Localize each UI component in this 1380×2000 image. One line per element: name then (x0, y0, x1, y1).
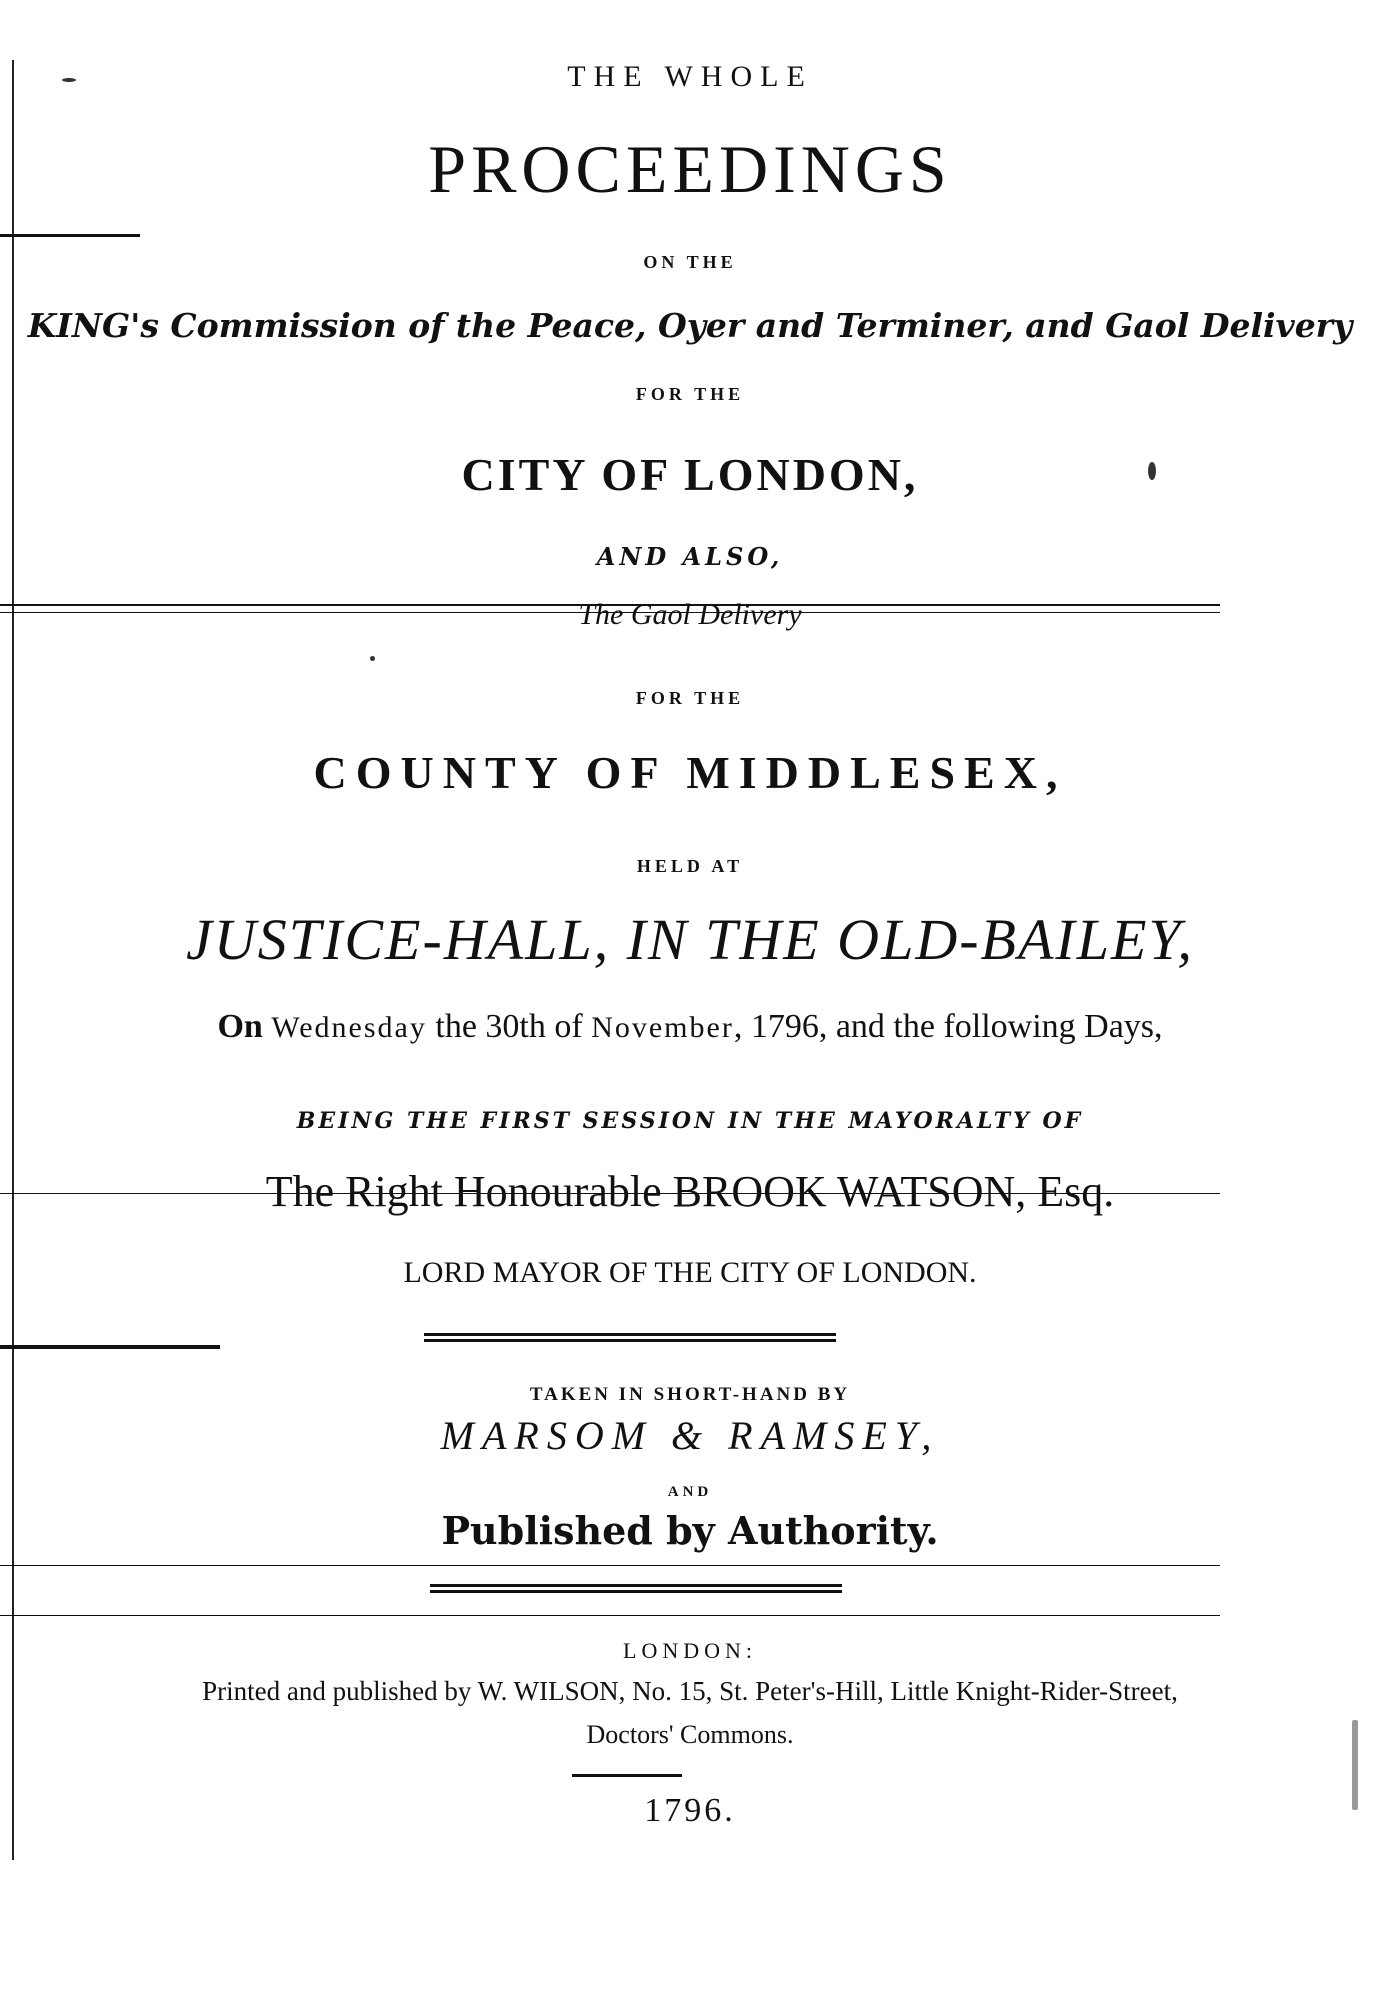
date-mid: the 30th of (426, 1008, 592, 1045)
scan-artifact-rule (0, 1345, 220, 1349)
doctors-commons-line: Doctors' Commons. (586, 1720, 794, 1749)
date-on: On (217, 1008, 272, 1045)
reporters-name: MARSOM & RAMSEY, (440, 1413, 940, 1458)
the-gaol-delivery: The Gaol Delivery (578, 598, 802, 631)
double-rule-2 (430, 1584, 842, 1593)
title-line-for-the-1: FOR THE (635, 384, 745, 404)
imprint-year: 1796. (644, 1792, 736, 1829)
title-line-for-the-2: FOR THE (635, 688, 745, 708)
commission-line: KING's Commission of the Peace, Oyer and Terminer, and Gaol Delivery (27, 306, 1353, 345)
scan-artifact-rule (0, 1615, 1220, 1616)
right-honourable-line: The Right Honourable BROOK WATSON, Esq. (265, 1167, 1115, 1216)
london-imprint: LONDON: (623, 1638, 757, 1663)
scan-artifact-rule (0, 234, 140, 237)
scan-speck (370, 656, 375, 661)
scan-artifact-rule (0, 1565, 1220, 1566)
county-of-middlesex: COUNTY OF MIDDLESEX, (313, 747, 1067, 798)
justice-hall: JUSTICE-HALL, IN THE OLD-BAILEY, (186, 907, 1194, 972)
session-date-line (0, 1008, 1380, 1046)
and-word: AND (667, 1484, 713, 1500)
published-by-authority: Published by Authority. (441, 1508, 939, 1553)
first-session-line: BEING THE FIRST SESSION IN THE MAYORALTY OF (296, 1108, 1084, 1134)
held-at: HELD AT (636, 856, 744, 876)
printer-line: Printed and published by W. WILSON, No. 15, St. Peter's-Hill, Little Knight-Rider-Street, (202, 1676, 1178, 1706)
title-proceedings: PROCEEDINGS (428, 131, 952, 207)
date-november: November (591, 1011, 734, 1044)
taken-in-short-hand: TAKEN IN SHORT-HAND BY (529, 1384, 851, 1405)
date-wednesday: Wednesday (271, 1011, 427, 1044)
double-rule (424, 1333, 836, 1342)
date-end: , 1796, and the following Days, (733, 1008, 1163, 1045)
lord-mayor-line: LORD MAYOR OF THE CITY OF LONDON. (403, 1256, 977, 1289)
title-line-on-the: ON THE (643, 252, 737, 272)
title-line-the-whole: THE WHOLE (567, 60, 813, 93)
city-of-london: CITY OF LONDON, (461, 449, 919, 500)
and-also: AND ALSO, (596, 542, 784, 571)
short-rule (572, 1774, 682, 1777)
